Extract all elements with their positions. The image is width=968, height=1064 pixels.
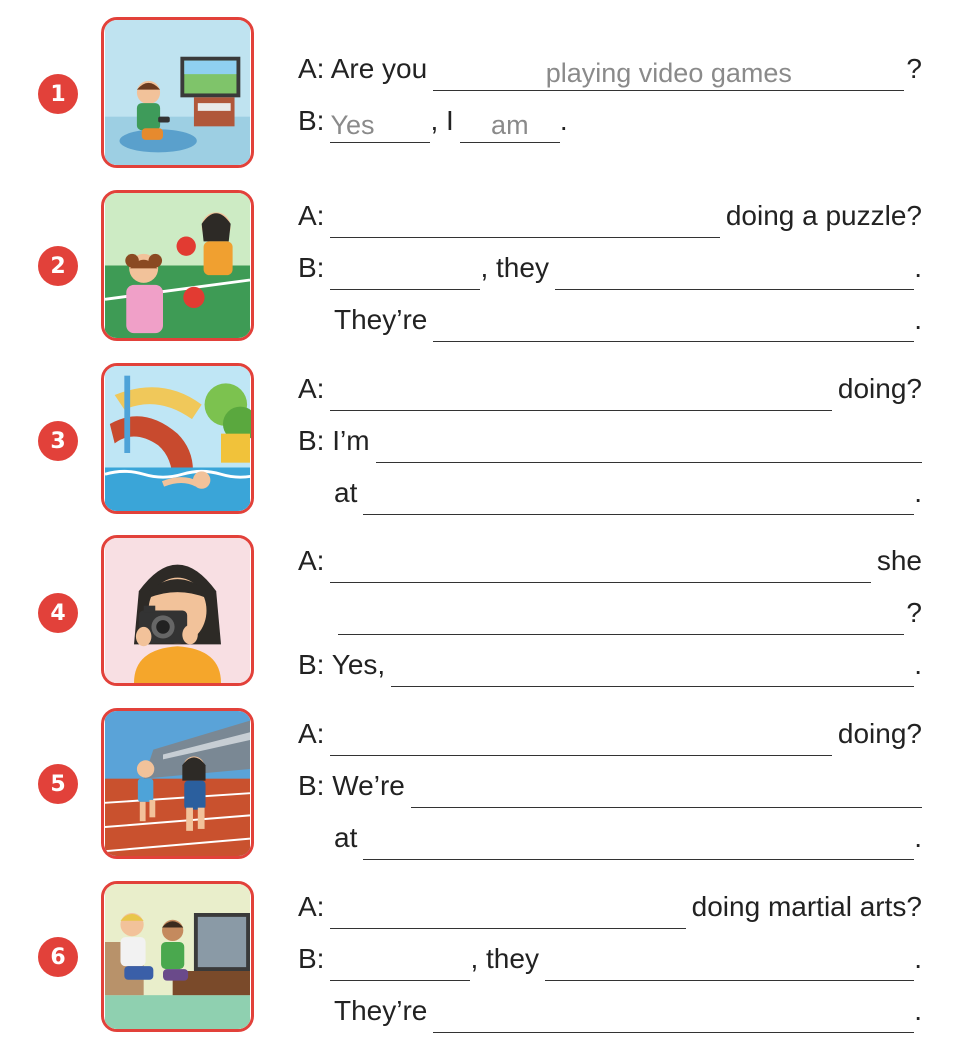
line-a-suffix: doing? [837, 373, 922, 404]
line-a-suffix: she [876, 545, 922, 576]
answer-blank[interactable] [330, 109, 430, 143]
line-c [334, 993, 922, 1033]
line-b-prefix: B: [298, 252, 325, 283]
photo-taking-picture [101, 535, 254, 686]
video-games-picture [101, 17, 254, 168]
answer-blank[interactable] [330, 947, 470, 981]
exercise-item-5 [0, 706, 968, 879]
answer-blank[interactable] [545, 947, 914, 981]
item-number-badge: 3 [38, 421, 78, 461]
line-b-prefix: B: [298, 943, 325, 974]
line-b-mid: , I [430, 105, 454, 136]
line-a-prefix: A: [298, 200, 325, 231]
line-a-suffix: doing? [837, 718, 922, 749]
exercise-item-2 [0, 188, 968, 361]
line-a [298, 371, 922, 411]
line-a-prefix: A: [298, 891, 325, 922]
line-c-prefix: at [334, 822, 358, 853]
example-answer: am [491, 110, 529, 140]
line-a [298, 51, 922, 91]
answer-blank[interactable] [330, 377, 831, 411]
item-number-badge: 6 [38, 937, 78, 977]
item-number-badge: 2 [38, 246, 78, 286]
item-number-badge: 4 [38, 593, 78, 633]
kids-running-on-track-illustration [104, 711, 251, 856]
line-a [298, 889, 922, 929]
line-b-prefix: B: I’m [298, 425, 370, 456]
line-c-prefix: They’re [334, 995, 428, 1026]
answer-blank[interactable] [330, 722, 831, 756]
line-b-end: . [914, 943, 922, 974]
exercise-item-6 [0, 879, 968, 1052]
line-b-end: . [559, 105, 568, 136]
answer-blank[interactable] [433, 308, 914, 342]
line-b-end: . [914, 649, 922, 680]
line-a-prefix: A: Are you [298, 53, 428, 84]
line-a2 [334, 595, 922, 635]
answer-blank[interactable] [330, 256, 480, 290]
answer-blank[interactable] [433, 999, 914, 1033]
item-number-badge: 5 [38, 764, 78, 804]
item-number-badge: 1 [38, 74, 78, 114]
line-a [298, 716, 922, 756]
line-c [334, 475, 922, 515]
line-b [298, 423, 922, 463]
table-tennis-picture [101, 190, 254, 341]
line-a2-end: ? [906, 597, 922, 628]
swimming-picture [101, 363, 254, 514]
line-b [298, 941, 922, 981]
watching-tv-picture [101, 881, 254, 1032]
boy-playing-video-games-illustration [104, 20, 251, 165]
line-b [298, 768, 922, 808]
line-c-end: . [914, 822, 922, 853]
line-b-end: . [914, 252, 922, 283]
line-b-prefix: B: [298, 105, 325, 136]
line-b [298, 647, 922, 687]
line-c-end: . [914, 995, 922, 1026]
exercise-item-4 [0, 533, 968, 706]
line-a [298, 198, 922, 238]
girl-taking-photos-illustration [104, 538, 251, 683]
line-a-prefix: A: [298, 718, 325, 749]
boy-swimming-at-water-park-illustration [104, 366, 251, 511]
answer-blank[interactable] [376, 429, 922, 463]
line-c [334, 820, 922, 860]
answer-blank[interactable] [330, 895, 685, 929]
line-c [334, 302, 922, 342]
line-a [298, 543, 922, 583]
line-c-prefix: They’re [334, 304, 428, 335]
answer-blank[interactable] [433, 57, 904, 91]
line-a-suffix: doing a puzzle? [725, 200, 922, 231]
line-b [298, 103, 922, 143]
line-a-end: ? [906, 53, 922, 84]
girls-playing-table-tennis-illustration [104, 193, 251, 338]
line-b [298, 250, 922, 290]
answer-blank[interactable] [363, 481, 914, 515]
answer-blank[interactable] [460, 109, 560, 143]
answer-blank[interactable] [391, 653, 914, 687]
answer-blank[interactable] [555, 256, 914, 290]
line-b-mid: , they [470, 943, 539, 974]
line-a-suffix: doing martial arts? [691, 891, 922, 922]
line-b-mid: , they [480, 252, 549, 283]
line-c-end: . [914, 477, 922, 508]
running-picture [101, 708, 254, 859]
answer-blank[interactable] [363, 826, 914, 860]
answer-blank[interactable] [411, 774, 922, 808]
line-b-prefix: B: We’re [298, 770, 405, 801]
exercise-item-1 [0, 15, 968, 188]
line-a-prefix: A: [298, 373, 325, 404]
line-a-prefix: A: [298, 545, 325, 576]
answer-blank[interactable] [330, 204, 719, 238]
example-answer: playing video games [545, 58, 792, 88]
answer-blank[interactable] [338, 601, 904, 635]
line-b-prefix: B: Yes, [298, 649, 386, 680]
boys-watching-tv-illustration [104, 884, 251, 1029]
exercise-item-3 [0, 361, 968, 534]
line-c-prefix: at [334, 477, 358, 508]
line-c-end: . [914, 304, 922, 335]
answer-blank[interactable] [330, 549, 870, 583]
example-answer: Yes [330, 110, 375, 140]
